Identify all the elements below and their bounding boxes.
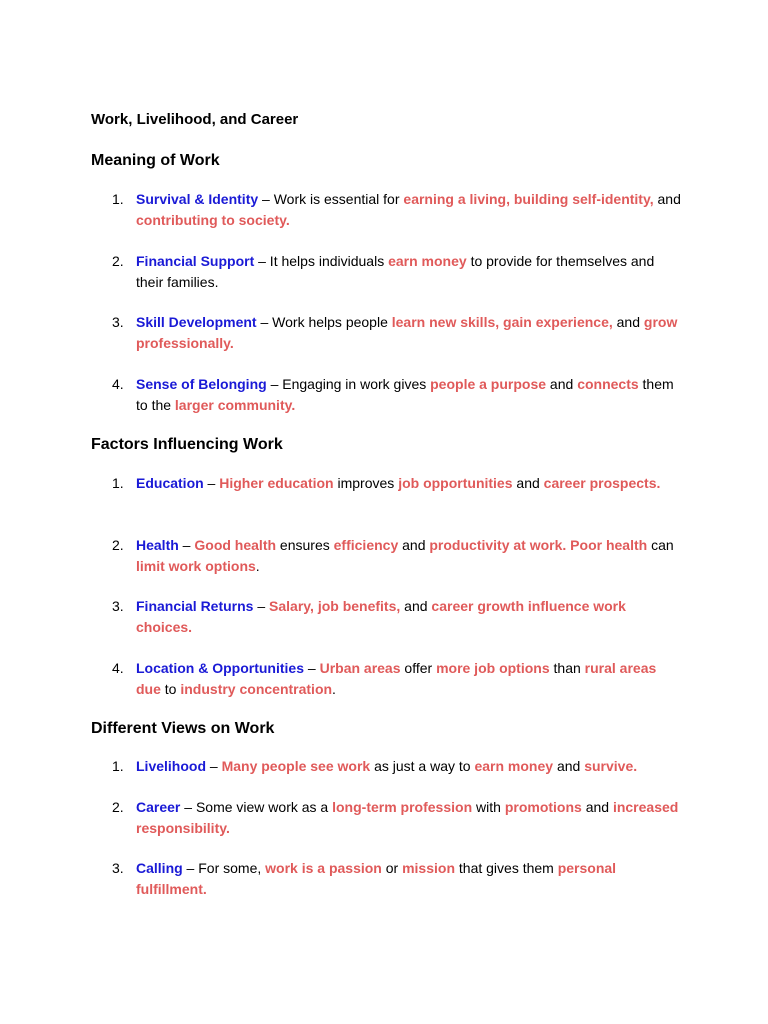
list-item: [112, 251, 682, 292]
term: Financial Support: [136, 253, 255, 269]
list-number: 2.: [112, 253, 124, 269]
list-item-text: [136, 858, 682, 899]
highlight: people a purpose: [430, 376, 547, 392]
text: – Work helps people: [256, 314, 392, 330]
text: – Some view work as a: [180, 799, 333, 815]
highlight: Good health: [194, 537, 277, 553]
text: with: [472, 799, 505, 815]
list-item: [112, 189, 682, 230]
list-item: [112, 858, 682, 899]
text: or: [381, 860, 403, 876]
term: Location & Opportunities: [136, 660, 304, 676]
text: and: [653, 191, 681, 207]
highlight: career growth influence work choices.: [136, 598, 626, 635]
list-item-text: [136, 312, 682, 353]
list-item: [112, 312, 682, 353]
text: and: [398, 537, 430, 553]
highlight: connects: [577, 376, 639, 392]
text: offer: [400, 660, 437, 676]
list-item-text: [136, 473, 682, 494]
list-item: [112, 658, 682, 699]
highlight: limit work options: [136, 557, 256, 574]
list-number: 1.: [112, 758, 124, 774]
text: and: [400, 598, 432, 614]
highlight: career prospects.: [543, 475, 661, 491]
list-number: 2.: [112, 537, 124, 553]
list-number: 1.: [112, 475, 124, 491]
text: improves: [333, 475, 399, 491]
highlight: survive.: [584, 758, 638, 774]
highlight: grow professionally.: [136, 314, 678, 351]
text: and: [546, 376, 578, 392]
text: –: [178, 537, 195, 553]
text: to: [160, 680, 181, 697]
section-heading-factors-influencing-work: Factors Influencing Work: [91, 436, 283, 453]
highlight: rural areas due: [136, 660, 657, 697]
text: and: [512, 475, 544, 491]
list-item: [112, 756, 682, 777]
highlight: productivity at work. Poor health: [429, 537, 648, 553]
term: Financial Returns: [136, 598, 254, 614]
list-item-text: [136, 535, 682, 576]
text: and: [553, 758, 585, 774]
highlight: Higher education: [219, 475, 334, 491]
text: ensures: [276, 537, 334, 553]
list-item-text: [136, 756, 682, 777]
section-heading-meaning-of-work: Meaning of Work: [91, 152, 220, 169]
term: Livelihood: [136, 758, 206, 774]
text: can: [647, 537, 674, 553]
highlight: mission: [402, 860, 455, 876]
list-number: 2.: [112, 799, 124, 815]
list-item-text: [136, 797, 682, 838]
text: –: [304, 660, 320, 676]
list-item-text: [136, 658, 682, 699]
list-number: 3.: [112, 598, 124, 614]
list-item: [112, 535, 682, 576]
term: Survival & Identity: [136, 191, 259, 207]
highlight: long-term profession: [332, 799, 473, 815]
list-number: 1.: [112, 191, 124, 207]
text: .: [255, 557, 260, 574]
highlight: contributing to society.: [136, 211, 290, 228]
text: them to the: [136, 376, 674, 413]
text: than: [549, 660, 585, 676]
list-number: 4.: [112, 660, 124, 676]
document-title: Work, Livelihood, and Career: [91, 111, 299, 128]
text: as just a way to: [370, 758, 475, 774]
highlight: more job options: [436, 660, 550, 676]
highlight: Salary, job benefits,: [269, 598, 401, 614]
text: – For some,: [182, 860, 266, 876]
list-number: 3.: [112, 860, 124, 876]
highlight: industry concentration: [180, 680, 333, 697]
text: – Work is essential for: [258, 191, 404, 207]
list-number: 4.: [112, 376, 124, 392]
highlight: learn new skills, gain experience,: [391, 314, 613, 330]
list-item: [112, 374, 682, 415]
term: Education: [136, 475, 204, 491]
term: Calling: [136, 860, 183, 876]
term: Career: [136, 799, 181, 815]
text: –: [253, 598, 270, 614]
highlight: earning a living, building self-identity,: [403, 191, 654, 207]
list-item: [112, 473, 682, 494]
text: to provide for themselves and their families.: [136, 253, 655, 290]
list-item: [112, 797, 682, 838]
term: Health: [136, 537, 179, 553]
text: – Engaging in work gives: [266, 376, 431, 392]
section-heading-different-views-on-work: Different Views on Work: [91, 720, 275, 737]
highlight: work is a passion: [265, 860, 382, 876]
list-number: 3.: [112, 314, 124, 330]
list-item-text: [136, 251, 682, 292]
list-item: [112, 596, 682, 637]
highlight: Urban areas: [319, 660, 401, 676]
highlight: Many people see work: [221, 758, 371, 774]
text: and: [581, 799, 613, 815]
term: Skill Development: [136, 314, 257, 330]
text: –: [203, 475, 220, 491]
highlight: promotions: [504, 799, 582, 815]
list-item-text: [136, 596, 682, 637]
highlight: efficiency: [333, 537, 399, 553]
list-item-text: [136, 374, 682, 415]
text: .: [332, 680, 336, 697]
highlight: increased responsibility.: [136, 799, 679, 836]
text: – It helps individuals: [254, 253, 389, 269]
highlight: earn money: [388, 253, 467, 269]
list-item-text: [136, 189, 682, 230]
text: and: [612, 314, 644, 330]
highlight: earn money: [474, 758, 554, 774]
text: –: [206, 758, 222, 774]
highlight: personal fulfillment.: [136, 860, 617, 897]
highlight: job opportunities: [398, 475, 513, 491]
text: that gives them: [455, 860, 558, 876]
term: Sense of Belonging: [136, 376, 267, 392]
highlight: larger community.: [174, 396, 296, 413]
